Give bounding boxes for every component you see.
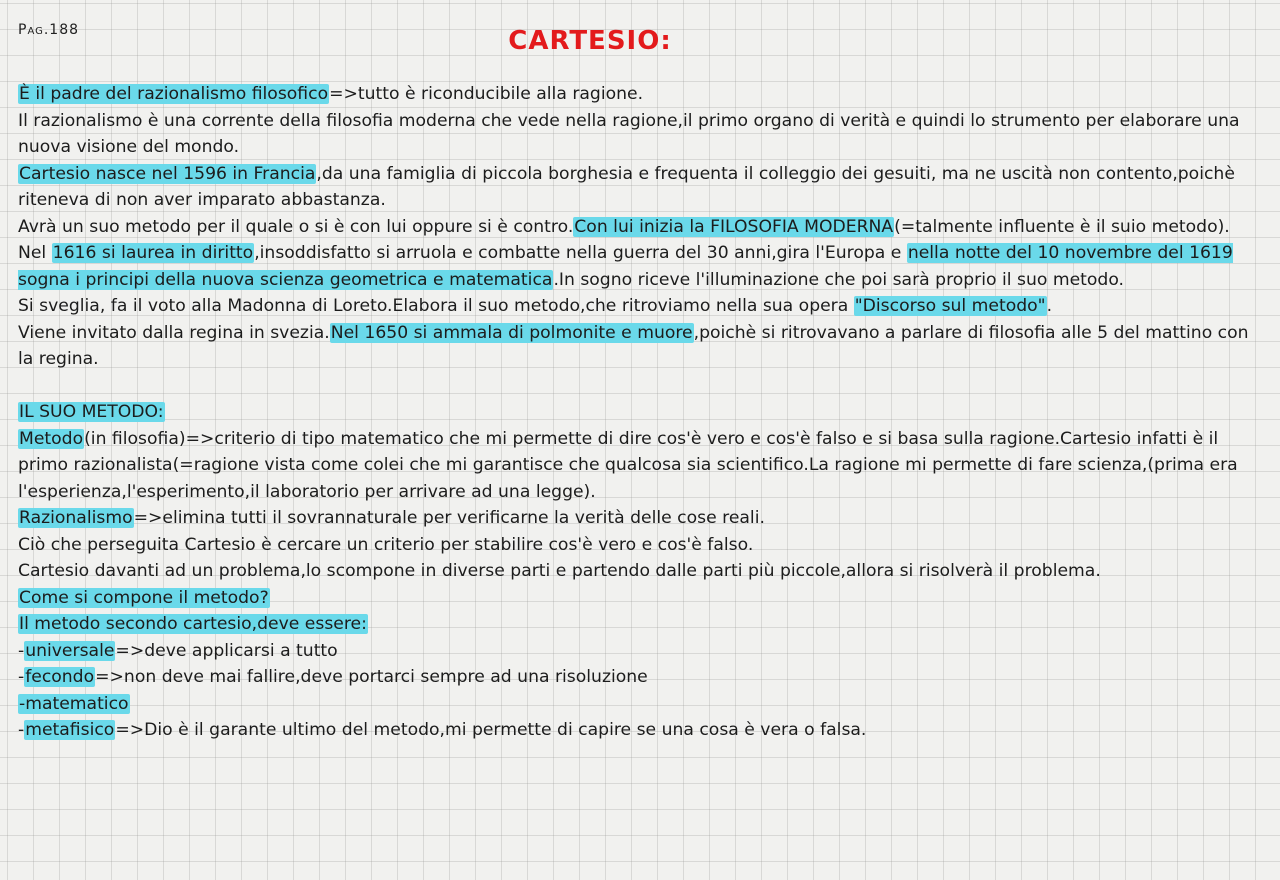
paragraph — [18, 426, 1258, 506]
paragraph — [18, 585, 1258, 612]
highlighted-text: nella notte del 10 novembre del 1619 sogna i principi della nuova scienza geometrica e matematica — [18, 243, 1233, 290]
paragraph — [18, 558, 1258, 585]
highlighted-text: Metodo — [19, 428, 84, 449]
text-segment: =>Dio è il garante ultimo del metodo,mi permette di capire se una cosa è vera o falsa. — [115, 720, 867, 740]
text-segment: (=talmente influente è il suio metodo). — [894, 216, 1230, 237]
highlighted-text: Come si compone il metodo? — [19, 587, 269, 608]
text-segment: Ciò che perseguita Cartesio è cercare un criterio per stabilire cos'è vero e cos'è falso. — [18, 534, 754, 555]
highlighted-text: Cartesio nasce nel 1596 in Francia — [19, 163, 316, 184]
page-title: CARTESIO: — [508, 26, 672, 56]
paragraph — [18, 161, 1258, 214]
text-segment: - — [18, 640, 25, 661]
text-segment: =>non deve mai fallire,deve portarci sempre ad una risoluzione — [95, 667, 648, 687]
paragraph — [18, 664, 1258, 691]
text-segment: Viene invitato dalla regina in svezia. — [18, 322, 330, 343]
highlighted-text: Il metodo secondo cartesio,deve essere: — [19, 614, 367, 634]
text-segment: Il razionalismo è una corrente della filosofia moderna che vede nella ragione,il primo organo di verità e quindi lo strumento per elaborare una nuova visione del mondo. — [18, 110, 1240, 157]
paragraph — [18, 638, 1258, 665]
highlighted-text: universale — [25, 640, 115, 661]
text-segment: Si sveglia, fa il voto alla Madonna di Loreto.Elabora il suo metodo,che ritroviamo nella sua opera — [18, 296, 854, 316]
highlighted-text: -matematico — [19, 693, 129, 714]
highlighted-text: Nel 1650 si ammala di polmonite e muore — [330, 322, 693, 343]
paragraph — [18, 717, 1258, 744]
paragraph — [18, 293, 1258, 320]
text-segment: ,insoddisfatto si arruola e combatte nella guerra del 30 anni,gira l'Europa e — [254, 243, 907, 263]
text-segment: - — [18, 667, 25, 687]
text-segment: =>elimina tutti il sovrannaturale per verificarne la verità delle cose reali. — [133, 508, 765, 528]
paragraph — [18, 108, 1258, 161]
paragraph — [18, 532, 1258, 559]
highlighted-text: È il padre del razionalismo filosofico — [19, 84, 329, 104]
text-segment: Cartesio davanti ad un problema,lo scompone in diverse parti e partendo dalle parti più piccole,allora si risolverà il problema. — [18, 561, 1101, 581]
paragraph — [18, 240, 1258, 293]
text-segment: - — [18, 720, 25, 740]
paragraph-spacer — [18, 373, 1258, 400]
text-segment: ,poichè si ritrovavano a parlare di filosofia alle 5 del mattino con la regina. — [18, 322, 1249, 369]
highlighted-text: 1616 si laurea in diritto — [52, 243, 254, 263]
page-number: Pag.188 — [18, 22, 80, 38]
highlighted-text: IL SUO METODO: — [19, 402, 164, 422]
paragraph — [18, 399, 1258, 426]
highlighted-text: Razionalismo — [19, 508, 133, 528]
paragraph — [18, 320, 1258, 373]
paragraph — [18, 214, 1258, 241]
paragraph — [18, 611, 1258, 638]
text-segment: ,da una famiglia di piccola borghesia e frequenta il colleggio dei gesuiti, ma ne uscità non contento,poichè riteneva di non aver imparato abbastanza. — [18, 163, 1235, 210]
highlighted-text: "Discorso sul metodo" — [854, 296, 1046, 316]
text-segment: . — [1046, 296, 1053, 316]
text-segment: =>tutto è riconducibile alla ragione. — [329, 84, 644, 104]
text-segment: =>deve applicarsi a tutto — [115, 640, 338, 661]
text-segment: Avrà un suo metodo per il quale o si è con lui oppure si è contro. — [18, 216, 574, 237]
notes-body — [18, 81, 1258, 744]
text-segment: .In sogno riceve l'illuminazione che poi sarà proprio il suo metodo. — [553, 269, 1124, 290]
paragraph — [18, 505, 1258, 532]
paragraph — [18, 691, 1258, 718]
paragraph — [18, 81, 1258, 108]
text-segment: (in filosofia)=>criterio di tipo matematico che mi permette di dire cos'è vero e cos'è falso e si basa sulla ragione.Cartesio infatti è il primo razionalista(=ragione vista come colei che mi garantisce che qualcosa sia scientifico.La ragione mi permette di fare scienza,(prima era l'esperienza,l'esperimento,il laboratorio per arrivare ad una legge). — [18, 428, 1238, 502]
highlighted-text: metafisico — [25, 720, 115, 740]
highlighted-text: Con lui inizia la FILOSOFIA MODERNA — [574, 216, 894, 237]
text-segment: Nel — [18, 243, 52, 263]
highlighted-text: fecondo — [25, 667, 95, 687]
